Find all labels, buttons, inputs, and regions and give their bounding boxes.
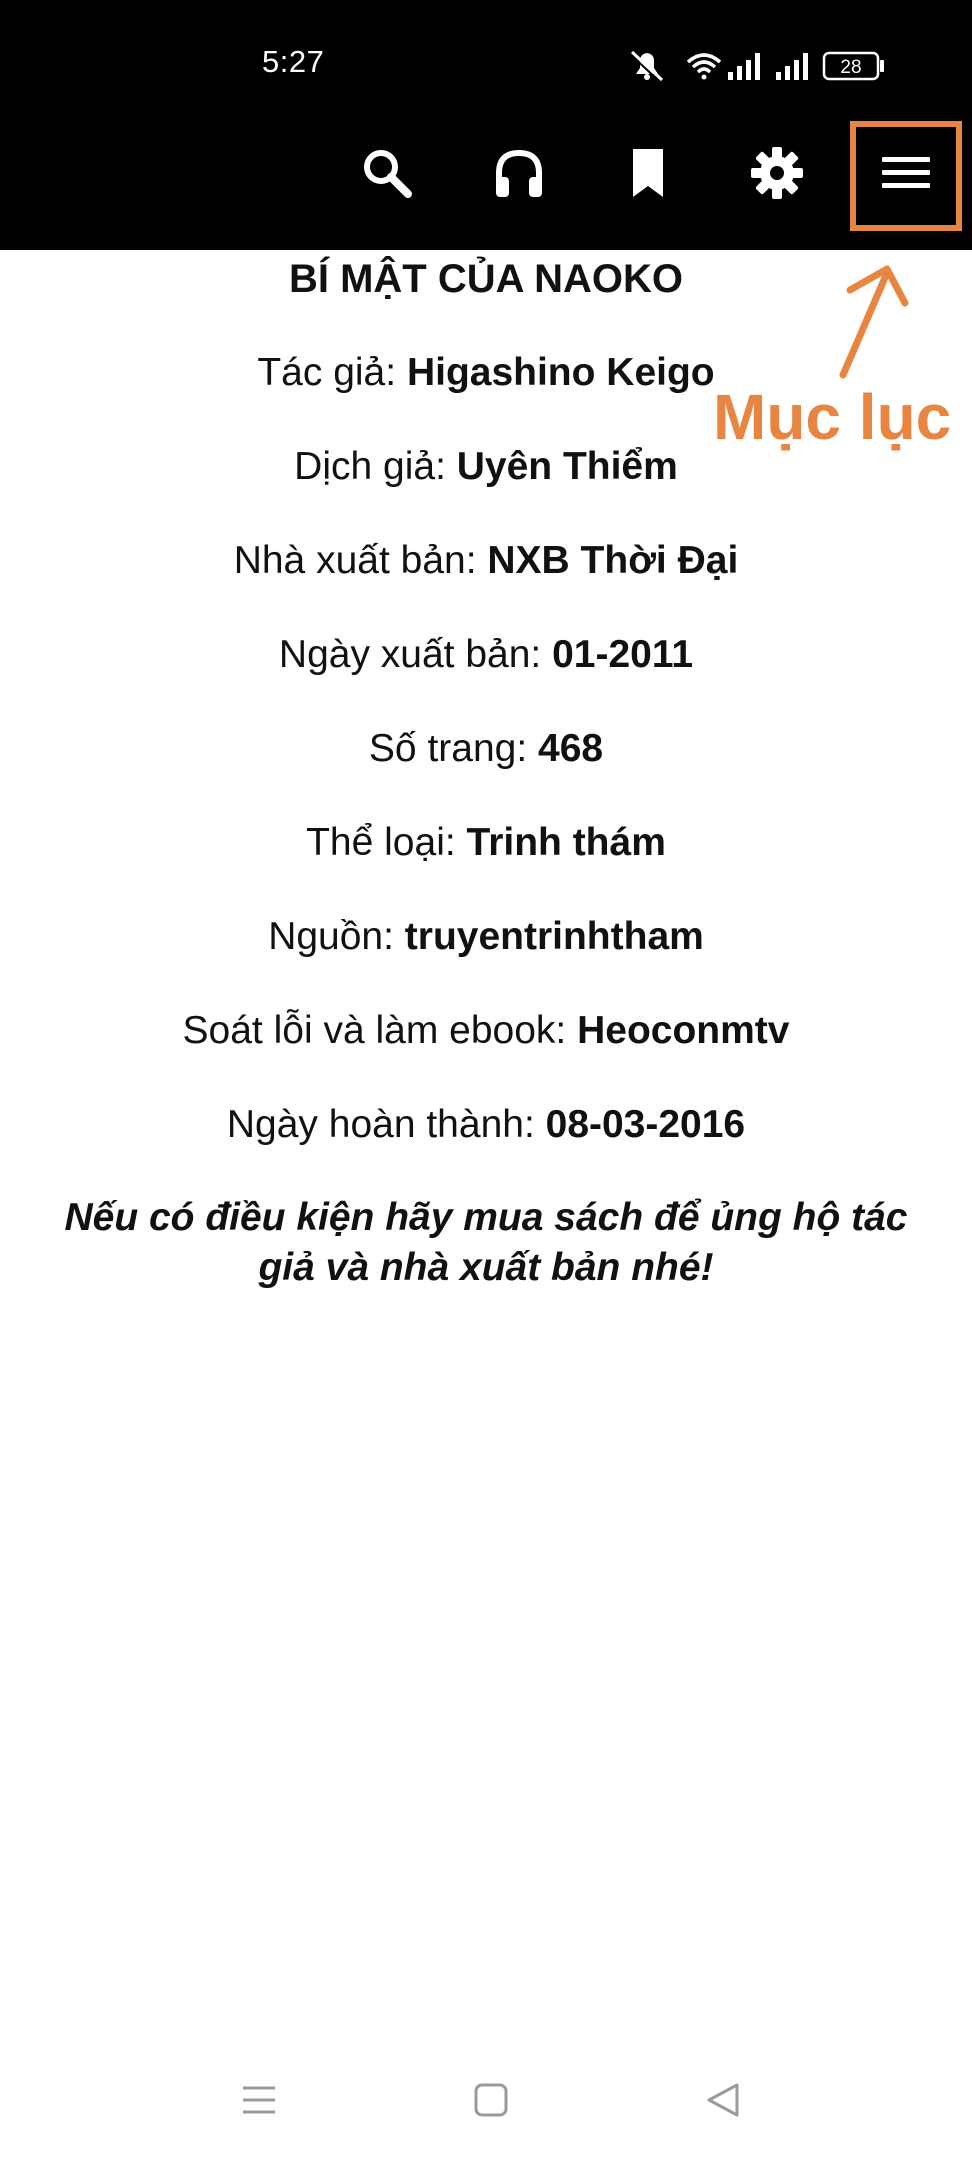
- bookmark-icon: [620, 145, 676, 201]
- annotation-label: Mục lục: [713, 381, 952, 453]
- info-label: Soát lỗi và làm ebook:: [182, 1009, 578, 1052]
- settings-button[interactable]: [742, 138, 812, 208]
- info-translator: [0, 441, 972, 493]
- info-value: 01-2011: [552, 633, 694, 676]
- info-value: truyentrinhtham: [404, 915, 704, 958]
- settings-gear-icon: [749, 145, 805, 201]
- info-value: Trinh thám: [466, 821, 666, 864]
- info-value: Uyên Thiểm: [456, 445, 678, 488]
- info-label: Số trang:: [368, 727, 539, 770]
- info-genre: [0, 817, 972, 869]
- battery-icon: [824, 53, 884, 79]
- support-notice: Nếu có điều kiện hãy mua sách để ủng hộ tác giả và nhà xuất bản nhé!: [64, 1196, 908, 1289]
- info-proofreader: [0, 1005, 972, 1057]
- info-value: Heoconmtv: [577, 1009, 790, 1052]
- status-time: 5:27: [262, 44, 325, 79]
- recent-apps-icon: [239, 2080, 279, 2120]
- signal-icon: [728, 53, 760, 80]
- info-publish-date: [0, 629, 972, 681]
- info-label: Thể loại:: [306, 821, 467, 864]
- system-nav-bar: [0, 2050, 972, 2150]
- info-value: 468: [538, 727, 604, 770]
- info-page-count: [0, 723, 972, 775]
- menu-highlight-box: [850, 121, 962, 231]
- status-icons: [628, 48, 908, 82]
- info-completion-date: [0, 1099, 972, 1151]
- bookmark-button[interactable]: [613, 138, 683, 208]
- book-info: [0, 250, 972, 1293]
- info-label: Nhà xuất bản:: [233, 539, 488, 582]
- info-publisher: [0, 535, 972, 587]
- battery-level: 28: [840, 57, 862, 78]
- signal-icon: [776, 53, 808, 80]
- info-label: Nguồn:: [268, 915, 405, 958]
- back-button[interactable]: [683, 2060, 763, 2140]
- mute-icon: [630, 52, 662, 82]
- info-label: Ngày xuất bản:: [278, 633, 553, 676]
- search-button[interactable]: [352, 138, 422, 208]
- home-button[interactable]: [451, 2060, 531, 2140]
- info-value: Higashino Keigo: [406, 351, 715, 394]
- info-author: [0, 347, 972, 399]
- wifi-icon: [688, 55, 720, 80]
- info-label: Dịch giả:: [294, 445, 457, 488]
- search-icon: [359, 145, 415, 201]
- info-label: Ngày hoàn thành:: [226, 1103, 546, 1146]
- info-value: NXB Thời Đại: [487, 539, 739, 582]
- info-value: 08-03-2016: [545, 1103, 746, 1146]
- info-label: Tác giả:: [257, 351, 407, 394]
- top-bar: [0, 0, 972, 250]
- recent-apps-button[interactable]: [219, 2060, 299, 2140]
- book-title: BÍ MẬT CỦA NAOKO: [288, 257, 684, 301]
- headphones-icon: [491, 145, 547, 201]
- home-icon: [471, 2080, 511, 2120]
- back-icon: [703, 2080, 743, 2120]
- info-source: [0, 911, 972, 963]
- audio-button[interactable]: [484, 138, 554, 208]
